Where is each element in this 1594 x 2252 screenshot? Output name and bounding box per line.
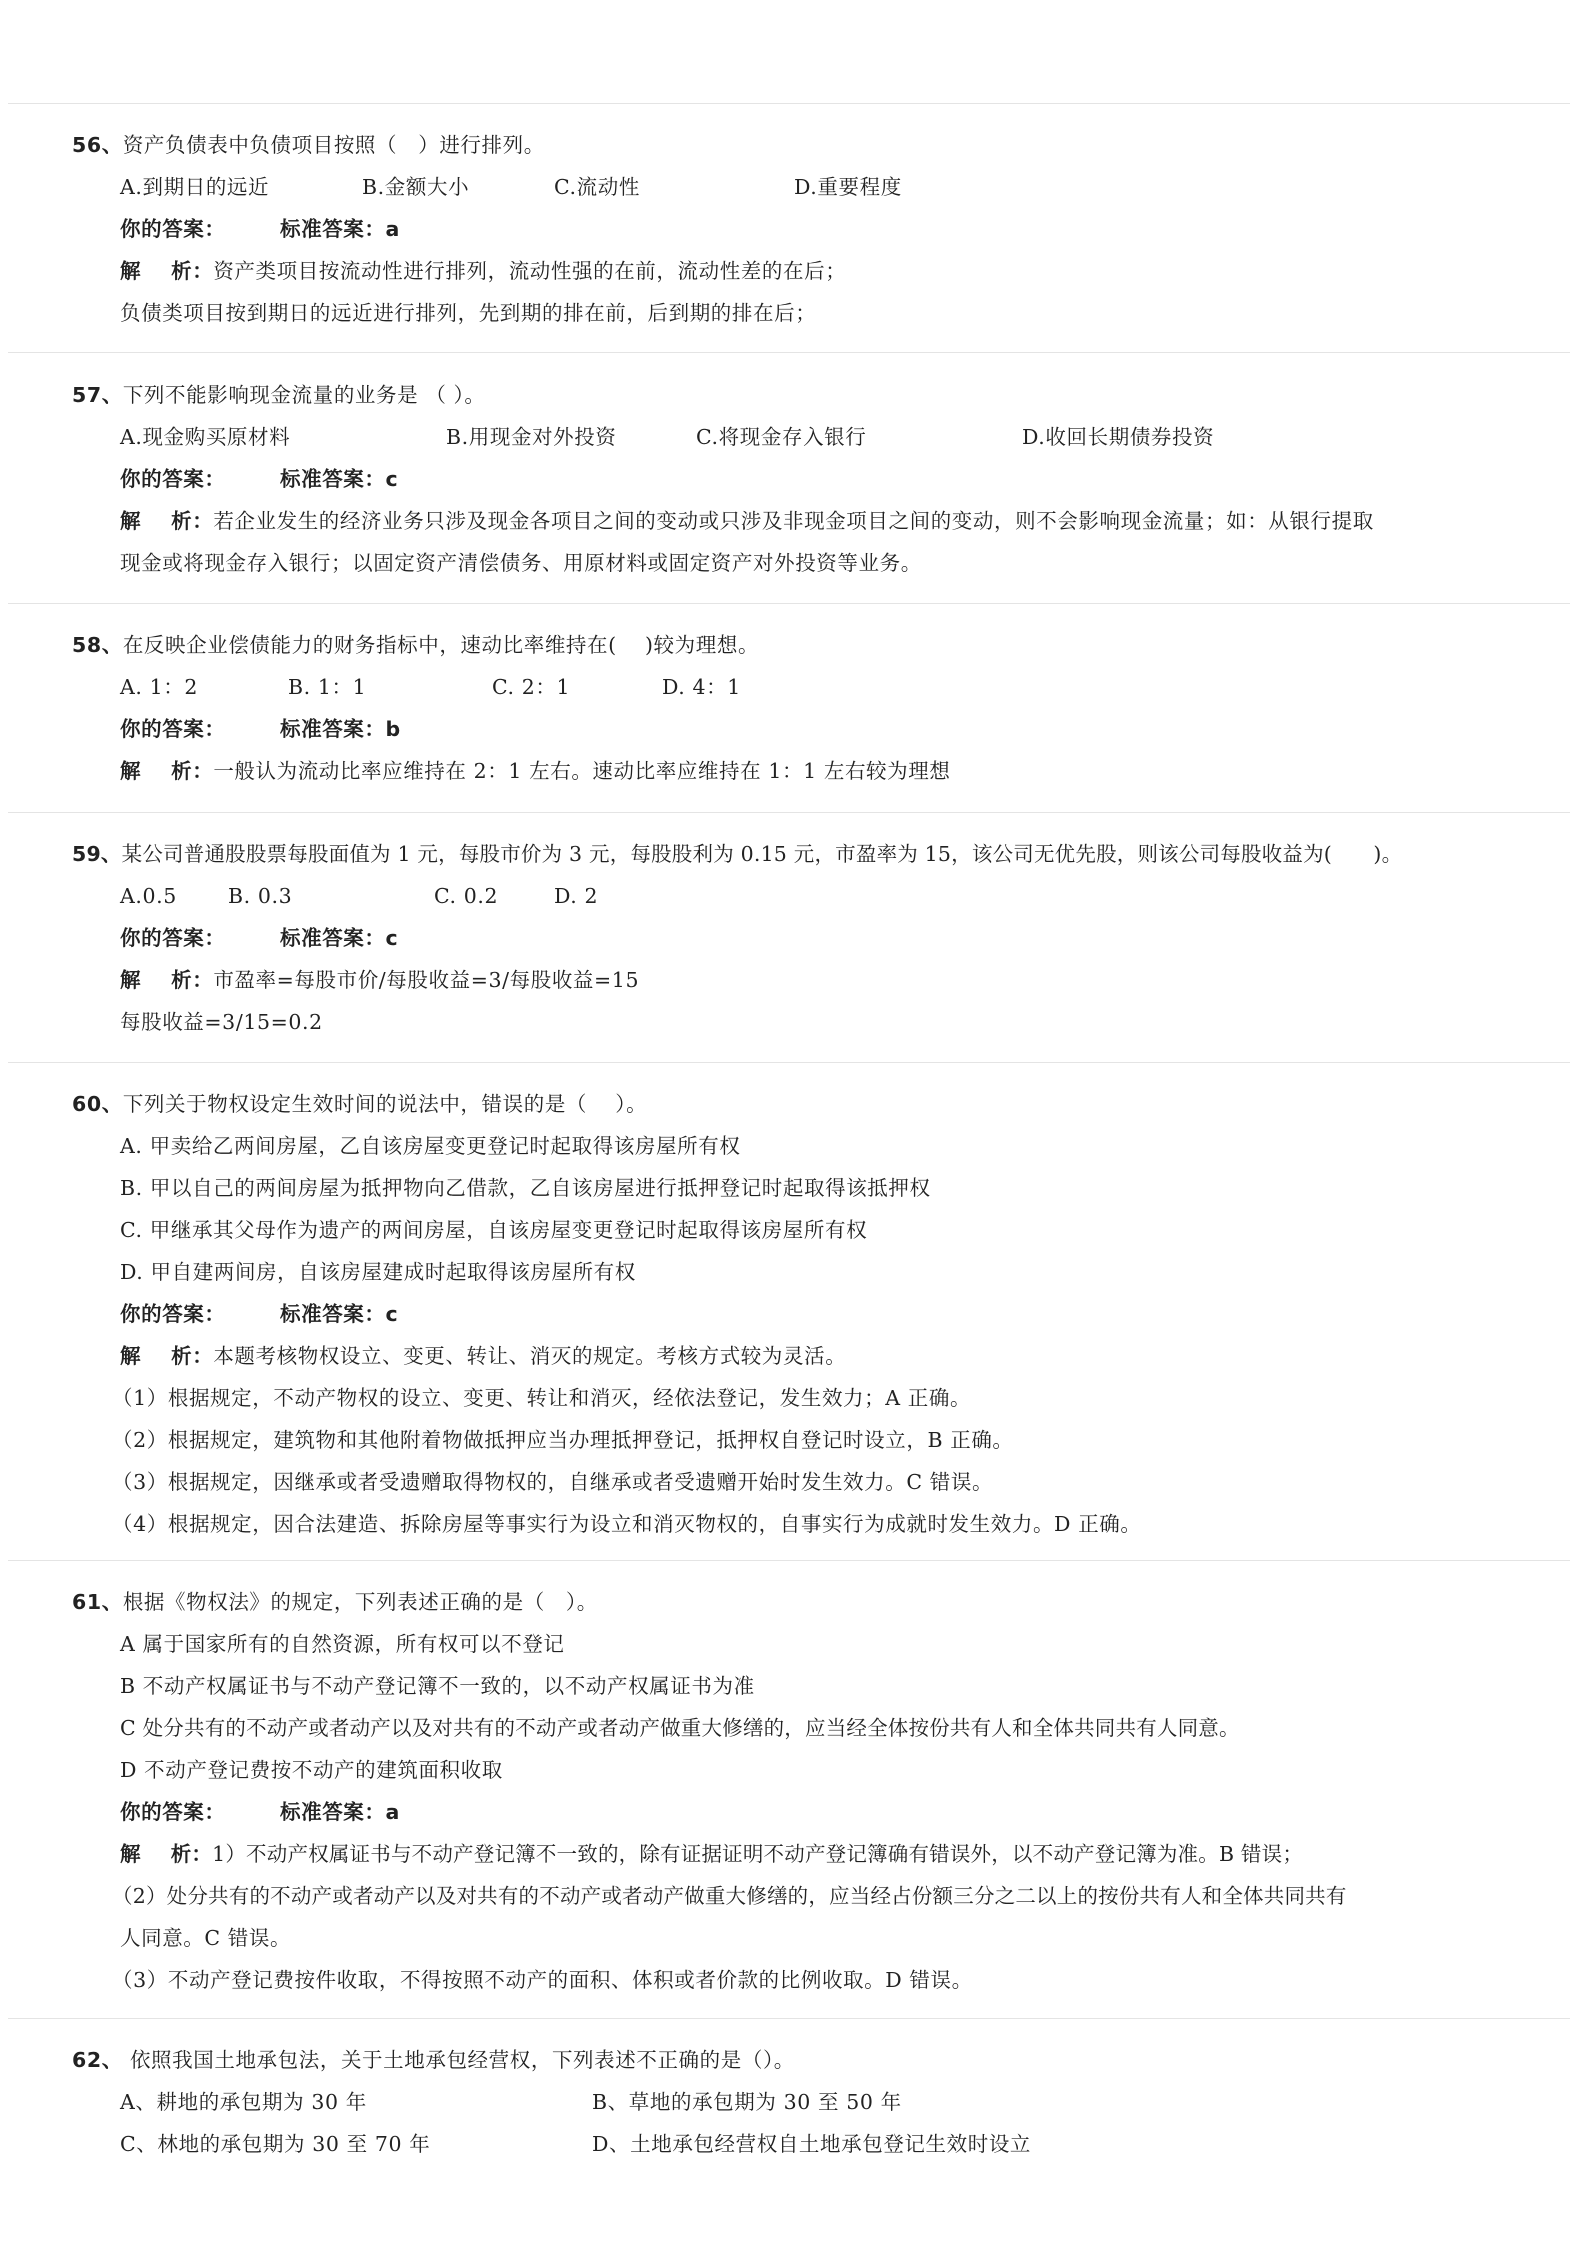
explanation-label: 解 析： bbox=[120, 1344, 214, 1368]
your-answer-label: 你的答案： bbox=[120, 926, 226, 950]
option-a: A. 甲卖给乙两间房屋，乙自该房屋变更登记时起取得该房屋所有权 bbox=[120, 1134, 741, 1158]
divider bbox=[8, 2018, 1570, 2019]
divider bbox=[8, 103, 1570, 104]
question-number: 60、 bbox=[72, 1092, 123, 1116]
option-d: D. 甲自建两间房，自该房屋建成时起取得该房屋所有权 bbox=[120, 1260, 636, 1284]
explanation-line: 人同意。C 错误。 bbox=[120, 1926, 292, 1950]
question-stem: 62、 依照我国土地承包法，关于土地承包经营权，下列表述不正确的是（）。 bbox=[72, 2048, 795, 2072]
answer-row bbox=[120, 714, 401, 744]
explanation-line: 负债类项目按到期日的远近进行排列，先到期的排在前，后到期的排在后； bbox=[120, 301, 817, 325]
question-number: 62、 bbox=[72, 2048, 123, 2072]
explanation-line: （3）根据规定，因继承或者受遗赠取得物权的，自继承或者受遗赠开始时发生效力。C 错误。 bbox=[112, 1470, 994, 1494]
standard-answer: a bbox=[385, 1800, 400, 1824]
question-number: 61、 bbox=[72, 1590, 123, 1614]
option-c: C. 甲继承其父母作为遗产的两间房屋，自该房屋变更登记时起取得该房屋所有权 bbox=[120, 1218, 868, 1242]
standard-answer-label: 标准答案： bbox=[280, 926, 386, 950]
standard-answer-label: 标准答案： bbox=[280, 217, 386, 241]
option-b: B 不动产权属证书与不动产登记簿不一致的，以不动产权属证书为准 bbox=[120, 1674, 755, 1698]
your-answer-label: 你的答案： bbox=[120, 1800, 226, 1824]
option-d: D. 2 bbox=[554, 884, 599, 908]
option-d: D 不动产登记费按不动产的建筑面积收取 bbox=[120, 1758, 503, 1782]
explanation-label: 解 析： bbox=[120, 968, 214, 992]
divider bbox=[8, 603, 1570, 604]
option-b: B. 0.3 bbox=[228, 884, 293, 908]
question-stem: 56、资产负债表中负债项目按照（ ）进行排列。 bbox=[72, 133, 545, 157]
option-b: B、草地的承包期为 30 至 50 年 bbox=[592, 2090, 902, 2114]
question-stem: 58、在反映企业偿债能力的财务指标中，速动比率维持在( )较为理想。 bbox=[72, 633, 760, 657]
divider bbox=[8, 1560, 1570, 1561]
explanation-label: 解 析： bbox=[120, 259, 214, 283]
explanation-line: 现金或将现金存入银行；以固定资产清偿债务、用原材料或固定资产对外投资等业务。 bbox=[120, 551, 922, 575]
explanation-line: （1）根据规定，不动产物权的设立、变更、转让和消灭，经依法登记，发生效力；A 正确。 bbox=[112, 1386, 972, 1410]
option-b: B. 1：1 bbox=[288, 675, 367, 699]
option-d: D、土地承包经营权自土地承包登记生效时设立 bbox=[592, 2132, 1032, 2156]
standard-answer: c bbox=[385, 926, 399, 950]
your-answer-label: 你的答案： bbox=[120, 1302, 226, 1326]
your-answer-label: 你的答案： bbox=[120, 217, 226, 241]
standard-answer-label: 标准答案： bbox=[280, 717, 386, 741]
explanation-line: 每股收益=3/15=0.2 bbox=[120, 1010, 323, 1034]
option-b: B.用现金对外投资 bbox=[446, 425, 617, 449]
option-c: C. 2：1 bbox=[492, 675, 571, 699]
explanation-line: （4）根据规定，因合法建造、拆除房屋等事实行为设立和消灭物权的，自事实行为成就时发生效力。D 正确。 bbox=[112, 1512, 1142, 1536]
option-c: C. 0.2 bbox=[434, 884, 499, 908]
option-a: A 属于国家所有的自然资源，所有权可以不登记 bbox=[120, 1632, 565, 1656]
option-a: A、耕地的承包期为 30 年 bbox=[120, 2090, 367, 2114]
answer-row bbox=[120, 464, 399, 494]
standard-answer: b bbox=[385, 717, 401, 741]
explanation-line: 解 析：若企业发生的经济业务只涉及现金各项目之间的变动或只涉及非现金项目之间的变动，则不会影响现金流量；如：从银行提取 bbox=[120, 509, 1374, 533]
explanation-line: 解 析：市盈率=每股市价/每股收益=3/每股收益=15 bbox=[120, 968, 640, 992]
standard-answer-label: 标准答案： bbox=[280, 1800, 386, 1824]
standard-answer: c bbox=[385, 1302, 399, 1326]
answer-row bbox=[120, 1299, 399, 1329]
option-b: B. 甲以自己的两间房屋为抵押物向乙借款，乙自该房屋进行抵押登记时起取得该抵押权 bbox=[120, 1176, 931, 1200]
option-a: A.0.5 bbox=[120, 884, 177, 908]
divider bbox=[8, 812, 1570, 813]
question-stem: 59、某公司普通股股票每股面值为 1 元，每股市价为 3 元，每股股利为 0.15 元，市盈率为 15，该公司无优先股，则该公司每股收益为( )。 bbox=[72, 842, 1403, 866]
explanation-line: 解 析：资产类项目按流动性进行排列，流动性强的在前，流动性差的在后； bbox=[120, 259, 847, 283]
standard-answer-label: 标准答案： bbox=[280, 467, 386, 491]
option-a: A. 1：2 bbox=[120, 675, 199, 699]
option-c: C 处分共有的不动产或者动产以及对共有的不动产或者动产做重大修缮的，应当经全体按份共有人和全体共同共有人同意。 bbox=[120, 1716, 1240, 1740]
explanation-line: 解 析：本题考核物权设立、变更、转让、消灭的规定。考核方式较为灵活。 bbox=[120, 1344, 847, 1368]
divider bbox=[8, 1062, 1570, 1063]
question-number: 58、 bbox=[72, 633, 123, 657]
option-b: B.金额大小 bbox=[362, 175, 470, 199]
explanation-line: 解 析：一般认为流动比率应维持在 2：1 左右。速动比率应维持在 1：1 左右较为理想 bbox=[120, 759, 951, 783]
standard-answer-label: 标准答案： bbox=[280, 1302, 386, 1326]
explanation-label: 解 析： bbox=[120, 1842, 213, 1866]
question-number: 56、 bbox=[72, 133, 123, 157]
option-d: D. 4：1 bbox=[662, 675, 741, 699]
option-c: C.流动性 bbox=[554, 175, 640, 199]
question-number: 59、 bbox=[72, 842, 122, 866]
question-number: 57、 bbox=[72, 383, 123, 407]
option-a: A.到期日的远近 bbox=[120, 175, 270, 199]
option-c: C、林地的承包期为 30 至 70 年 bbox=[120, 2132, 431, 2156]
question-stem: 60、下列关于物权设定生效时间的说法中，错误的是（ ）。 bbox=[72, 1092, 648, 1116]
explanation-line: 解 析：1）不动产权属证书与不动产登记簿不一致的，除有证据证明不动产登记簿确有错误外，以不动产登记簿为准。B 错误； bbox=[120, 1842, 1304, 1866]
answer-row bbox=[120, 214, 400, 244]
answer-row bbox=[120, 1797, 400, 1827]
your-answer-label: 你的答案： bbox=[120, 717, 226, 741]
explanation-line: （2）处分共有的不动产或者动产以及对共有的不动产或者动产做重大修缮的，应当经占份额三分之二以上的按份共有人和全体共同共有 bbox=[112, 1884, 1347, 1908]
explanation-label: 解 析： bbox=[120, 759, 214, 783]
question-stem: 61、根据《物权法》的规定，下列表述正确的是（ ）。 bbox=[72, 1590, 598, 1614]
divider bbox=[8, 352, 1570, 353]
option-d: D.收回长期债券投资 bbox=[1022, 425, 1215, 449]
option-c: C.将现金存入银行 bbox=[696, 425, 867, 449]
option-a: A.现金购买原材料 bbox=[120, 425, 291, 449]
standard-answer: c bbox=[385, 467, 399, 491]
question-stem: 57、下列不能影响现金流量的业务是 （ ）。 bbox=[72, 383, 486, 407]
explanation-line: （3）不动产登记费按件收取，不得按照不动产的面积、体积或者价款的比例收取。D 错误。 bbox=[112, 1968, 973, 1992]
standard-answer: a bbox=[385, 217, 400, 241]
your-answer-label: 你的答案： bbox=[120, 467, 226, 491]
explanation-line: （2）根据规定，建筑物和其他附着物做抵押应当办理抵押登记，抵押权自登记时设立，B 正确。 bbox=[112, 1428, 1014, 1452]
explanation-label: 解 析： bbox=[120, 509, 214, 533]
option-d: D.重要程度 bbox=[794, 175, 902, 199]
answer-row bbox=[120, 923, 399, 953]
